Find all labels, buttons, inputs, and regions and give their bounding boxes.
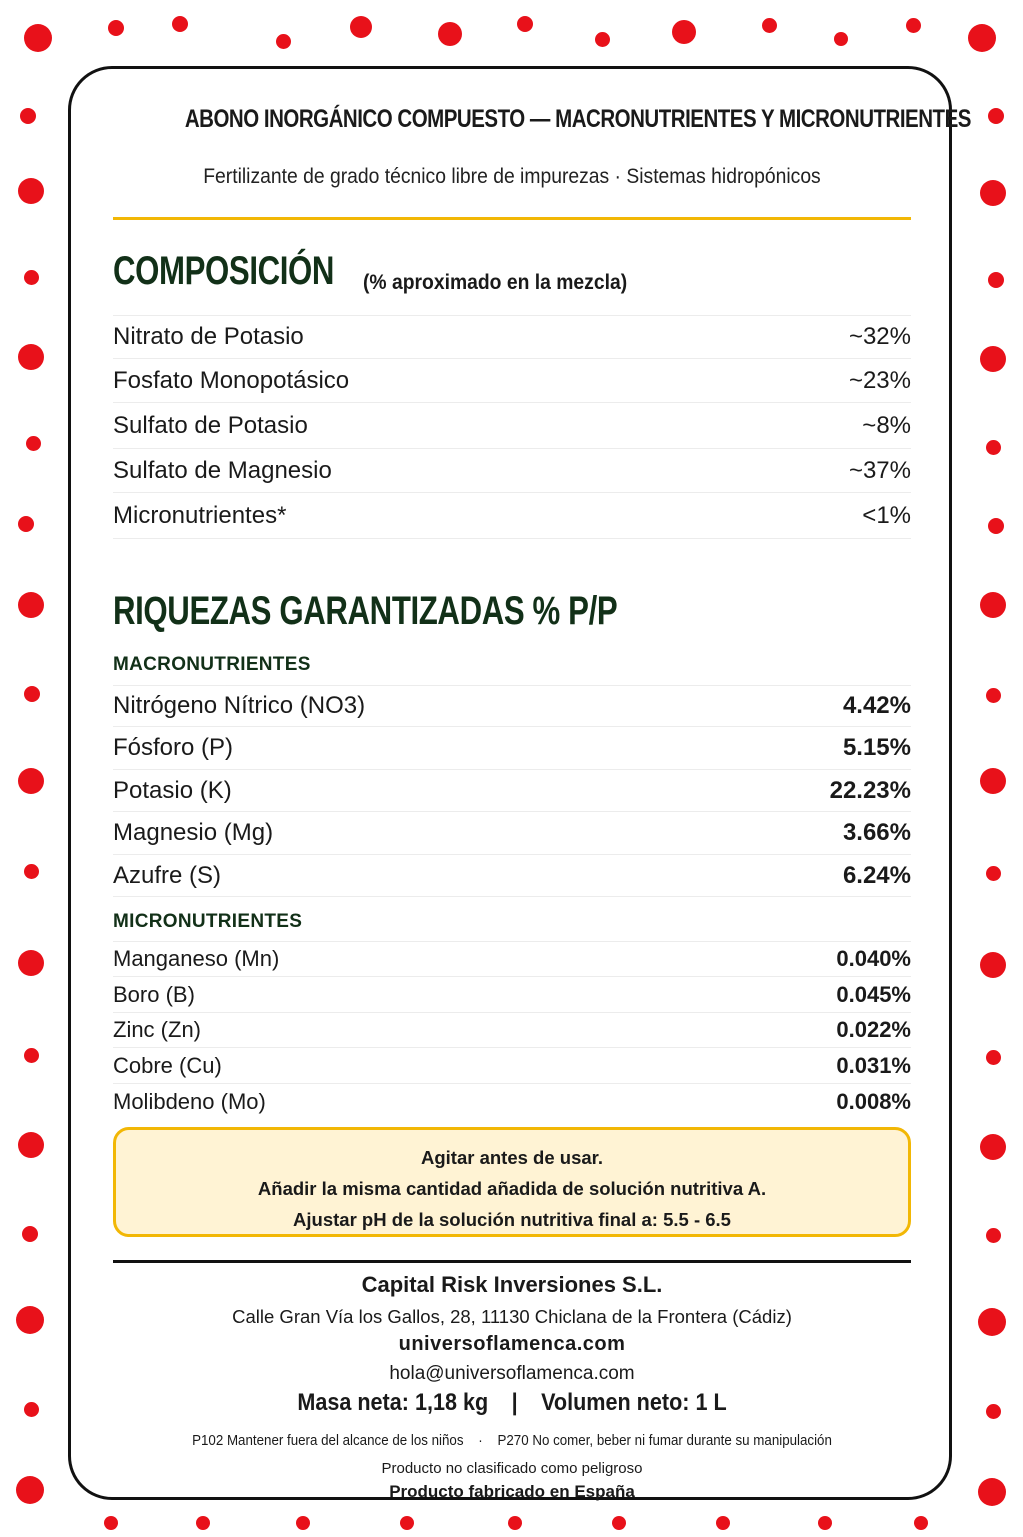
decor-dot (276, 34, 291, 49)
composition-value: ~37% (848, 456, 911, 484)
decor-dot (986, 866, 1001, 881)
decor-dot (16, 1476, 44, 1504)
net-mass: Masa neta: 1,18 kg (297, 1389, 489, 1416)
composition-value: ~8% (862, 411, 911, 439)
decor-dot (24, 1402, 39, 1417)
decor-dot (18, 950, 44, 976)
decor-dot (595, 32, 610, 47)
decor-dot (988, 518, 1004, 534)
composition-value: ~32% (848, 323, 911, 350)
decor-dot (980, 180, 1006, 206)
composition-label: Nitrato de Potasio (113, 323, 304, 350)
decor-dot (18, 344, 44, 370)
hazard-classification: Producto no clasificado como peligroso (381, 1460, 643, 1477)
decor-dot (18, 768, 44, 794)
decor-dot (517, 16, 533, 32)
nutrient-label: Magnesio (Mg) (113, 819, 274, 846)
precaution-p102: P102 Mantener fuera del alcance de los niños (192, 1433, 464, 1449)
nutrient-label: Fósforo (P) (113, 734, 234, 761)
nutrient-value: 3.66% (842, 819, 911, 846)
nutrient-value: 0.008% (836, 1089, 911, 1114)
decor-dot (978, 1478, 1006, 1506)
macronutrients-heading: MACRONUTRIENTES (113, 654, 311, 675)
decor-dot (978, 1308, 1006, 1336)
company-address: Calle Gran Vía los Gallos, 28, 11130 Chiclana de la Frontera (Cádiz) (232, 1306, 792, 1327)
decor-dot (834, 32, 848, 46)
nutrient-label: Zinc (Zn) (113, 1017, 201, 1042)
notice-line: Agitar antes de usar. (421, 1147, 603, 1168)
usage-notice (113, 1127, 911, 1237)
nutrient-value: 0.022% (836, 1017, 911, 1042)
composition-value: <1% (862, 501, 911, 529)
composition-label: Sulfato de Magnesio (113, 456, 332, 484)
decor-dot (986, 688, 1001, 703)
decor-dot (24, 1048, 39, 1063)
decor-dot (18, 1132, 44, 1158)
decor-dot (986, 1404, 1001, 1419)
macronutrient-row (113, 685, 911, 727)
decor-dot (968, 24, 996, 52)
product-subtitle: Fertilizante de grado técnico libre de impurezas · Sistemas hidropónicos (203, 165, 821, 188)
nutrient-value: 4.42% (842, 692, 911, 719)
macronutrient-row (113, 855, 911, 897)
nutrient-value: 0.045% (836, 981, 911, 1007)
micronutrient-row (113, 941, 911, 977)
decor-dot (16, 1306, 44, 1334)
decor-dot (18, 592, 44, 618)
decor-dot (672, 20, 696, 44)
net-volume: Volumen neto: 1 L (541, 1389, 727, 1416)
nutrient-label: Azufre (S) (113, 861, 222, 889)
guaranteed-title: RIQUEZAS GARANTIZADAS % P/P (113, 589, 618, 633)
decor-dot (986, 440, 1001, 455)
label-content (113, 69, 971, 1501)
gold-divider (113, 217, 911, 220)
nutrient-value: 22.23% (829, 776, 911, 804)
decor-dot (24, 864, 39, 879)
nutrient-value: 6.24% (842, 861, 911, 889)
micronutrient-row (113, 1013, 911, 1048)
email-link[interactable]: hola@universoflamenca.com (389, 1363, 635, 1384)
nutrient-value: 0.040% (836, 946, 911, 971)
nutrient-label: Cobre (Cu) (113, 1052, 222, 1078)
decor-dot (988, 272, 1004, 288)
decor-dot (716, 1516, 730, 1530)
nutrient-label: Molibdeno (Mo) (113, 1089, 266, 1114)
decor-dot (196, 1516, 210, 1530)
decor-dot (108, 20, 124, 36)
composition-value: ~23% (848, 366, 911, 394)
company-name: Capital Risk Inversiones S.L. (361, 1272, 663, 1297)
decor-dot (400, 1516, 414, 1530)
decor-dot (818, 1516, 832, 1530)
decor-dot (508, 1516, 522, 1530)
decor-dot (980, 346, 1006, 372)
decor-dot (20, 108, 36, 124)
decor-dot (438, 22, 462, 46)
micronutrient-row (113, 1048, 911, 1084)
quantity-separator: | (511, 1389, 518, 1416)
nutrient-label: Boro (B) (113, 981, 195, 1007)
composition-label: Sulfato de Potasio (113, 411, 308, 439)
nutrient-label: Manganeso (Mn) (113, 946, 280, 971)
decor-dot (988, 108, 1004, 124)
decor-dot (104, 1516, 118, 1530)
macronutrient-row (113, 812, 911, 855)
decor-dot (26, 436, 41, 451)
net-quantity (153, 1389, 871, 1417)
decor-dot (980, 952, 1006, 978)
composition-label: Fosfato Monopotásico (113, 366, 350, 394)
notice-line: Ajustar pH de la solución nutritiva final a: 5.5 - 6.5 (293, 1209, 731, 1230)
decor-dot (350, 16, 372, 38)
decor-dot (18, 516, 34, 532)
website-link[interactable]: universoflamenca.com (398, 1333, 626, 1355)
composition-label: Micronutrientes* (113, 501, 287, 529)
product-title: ABONO INORGÁNICO COMPUESTO — MACRONUTRIENTES Y MICRONUTRIENTES (184, 105, 971, 133)
decor-dot (22, 1226, 38, 1242)
micronutrient-row (113, 977, 911, 1013)
decor-dot (980, 592, 1006, 618)
decor-dot (986, 1050, 1001, 1065)
decor-dot (18, 178, 44, 204)
decor-dot (914, 1516, 928, 1530)
decor-dot (24, 24, 52, 52)
decor-dot (762, 18, 777, 33)
composition-row (113, 315, 911, 359)
decor-dot (906, 18, 921, 33)
decor-dot (24, 686, 40, 702)
origin-statement: Producto fabricado en España (389, 1482, 635, 1501)
composition-row (113, 493, 911, 539)
composition-title: COMPOSICIÓN (113, 249, 335, 293)
nutrient-label: Nitrógeno Nítrico (NO3) (113, 692, 366, 719)
precaution-codes (145, 1433, 879, 1449)
composition-note: (% aproximado en la mezcla) (363, 271, 628, 294)
micronutrients-heading: MICRONUTRIENTES (113, 911, 303, 932)
nutrient-label: Potasio (K) (113, 776, 232, 804)
composition-row (113, 359, 911, 403)
decor-dot (172, 16, 188, 32)
micronutrient-row (113, 1084, 911, 1120)
decor-dot (24, 270, 39, 285)
decor-dot (612, 1516, 626, 1530)
decor-dot (980, 768, 1006, 794)
composition-row (113, 449, 911, 493)
decor-dot (986, 1228, 1001, 1243)
decor-dot (980, 1134, 1006, 1160)
footer-divider (113, 1260, 911, 1263)
precaution-separator: · (478, 1433, 483, 1449)
nutrient-value: 5.15% (842, 734, 911, 761)
precaution-p270: P270 No comer, beber ni fumar durante su manipulación (497, 1433, 832, 1449)
notice-line: Añadir la misma cantidad añadida de solución nutritiva A. (257, 1178, 767, 1199)
macronutrient-row (113, 770, 911, 812)
macronutrient-row (113, 727, 911, 770)
composition-row (113, 403, 911, 449)
decor-dot (296, 1516, 310, 1530)
label-card (68, 66, 971, 1501)
nutrient-value: 0.031% (836, 1052, 911, 1078)
